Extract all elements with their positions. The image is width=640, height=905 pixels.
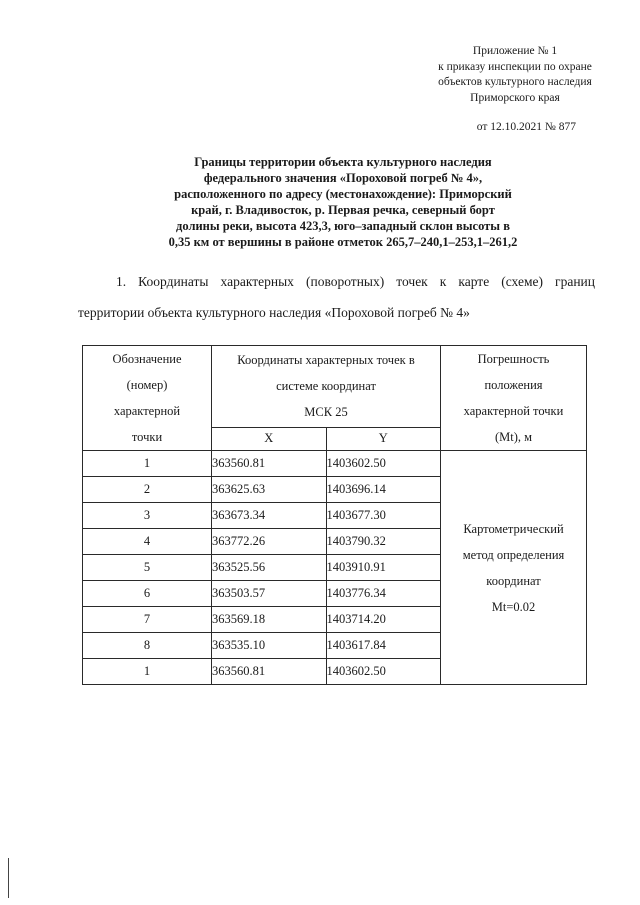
title-line: долины реки, высота 423,3, юго–западный склон высоты в — [176, 219, 510, 233]
method-value: Mt=0.02 — [491, 599, 536, 614]
error-method-cell — [441, 451, 587, 685]
point-number: 8 — [83, 633, 212, 659]
header-x: X — [212, 427, 327, 450]
title-line: Границы территории объекта культурного наследия — [194, 155, 492, 169]
coord-y: 1403602.50 — [326, 451, 441, 477]
point-number: 1 — [83, 659, 212, 685]
header-text: характерной — [113, 404, 181, 418]
coord-x: 363569.18 — [212, 607, 327, 633]
header-y: Y — [326, 427, 441, 450]
point-number: 4 — [83, 529, 212, 555]
header-text: характерной точки — [463, 404, 564, 418]
title-line: федерального значения «Пороховой погреб № 4», — [203, 171, 483, 185]
coord-x: 363772.26 — [212, 529, 327, 555]
paragraph-line: территории объекта культурного наследия «Пороховой погреб № 4» — [78, 305, 470, 320]
header-text: системе координат — [276, 379, 376, 394]
header-text: Обозначение — [112, 352, 182, 366]
appendix-header — [400, 44, 630, 106]
order-date: от 12.10.2021 № 877 — [476, 121, 576, 133]
method-text: координат — [486, 573, 541, 588]
coord-y: 1403714.20 — [326, 607, 441, 633]
appendix-line: Приморского края — [470, 91, 560, 104]
appendix-line: объектов культурного наследия — [438, 76, 592, 88]
title-line: расположенного по адресу (местонахождение): Приморский — [174, 187, 512, 201]
appendix-line: к приказу инспекции по охране — [438, 60, 592, 73]
coord-x: 363503.57 — [212, 581, 327, 607]
coord-y: 1403790.32 — [326, 529, 441, 555]
scan-edge-mark — [8, 858, 9, 898]
coord-x: 363560.81 — [212, 659, 327, 685]
title-line: край, г. Владивосток, р. Первая речка, северный борт — [191, 203, 495, 217]
point-number: 6 — [83, 581, 212, 607]
document-title — [120, 154, 566, 250]
coord-x: 363525.56 — [212, 555, 327, 581]
coord-y: 1403617.84 — [326, 633, 441, 659]
title-line: 0,35 км от вершины в районе отметок 265,7–240,1–253,1–261,2 — [168, 235, 518, 249]
table-row — [83, 451, 587, 477]
header-text: Координаты характерных точек в — [237, 353, 415, 368]
point-number: 2 — [83, 477, 212, 503]
point-number: 7 — [83, 607, 212, 633]
coord-y: 1403910.91 — [326, 555, 441, 581]
header-point-number — [83, 346, 212, 451]
header-text: МСК 25 — [304, 405, 348, 420]
point-number: 1 — [83, 451, 212, 477]
method-text: Картометрический — [463, 521, 564, 536]
header-coordinates — [212, 346, 441, 428]
header-text: точки — [131, 430, 163, 444]
header-text: положения — [484, 378, 543, 392]
section-paragraph — [78, 266, 595, 328]
coord-y: 1403776.34 — [326, 581, 441, 607]
coord-y: 1403696.14 — [326, 477, 441, 503]
header-text: (номер) — [126, 378, 168, 392]
coord-y: 1403602.50 — [326, 659, 441, 685]
coord-x: 363560.81 — [212, 451, 327, 477]
coordinates-table — [82, 345, 587, 685]
method-text: метод определения — [462, 547, 565, 562]
coord-x: 363625.63 — [212, 477, 327, 503]
paragraph-line: 1. Координаты характерных (поворотных) точек к карте (схеме) границ — [116, 274, 595, 289]
coord-x: 363535.10 — [212, 633, 327, 659]
point-number: 3 — [83, 503, 212, 529]
coord-x: 363673.34 — [212, 503, 327, 529]
coord-y: 1403677.30 — [326, 503, 441, 529]
point-number: 5 — [83, 555, 212, 581]
header-text: Погрешность — [477, 352, 550, 366]
header-text: (Mt), м — [494, 430, 533, 444]
appendix-line: Приложение № 1 — [472, 45, 558, 57]
header-error — [441, 346, 587, 451]
